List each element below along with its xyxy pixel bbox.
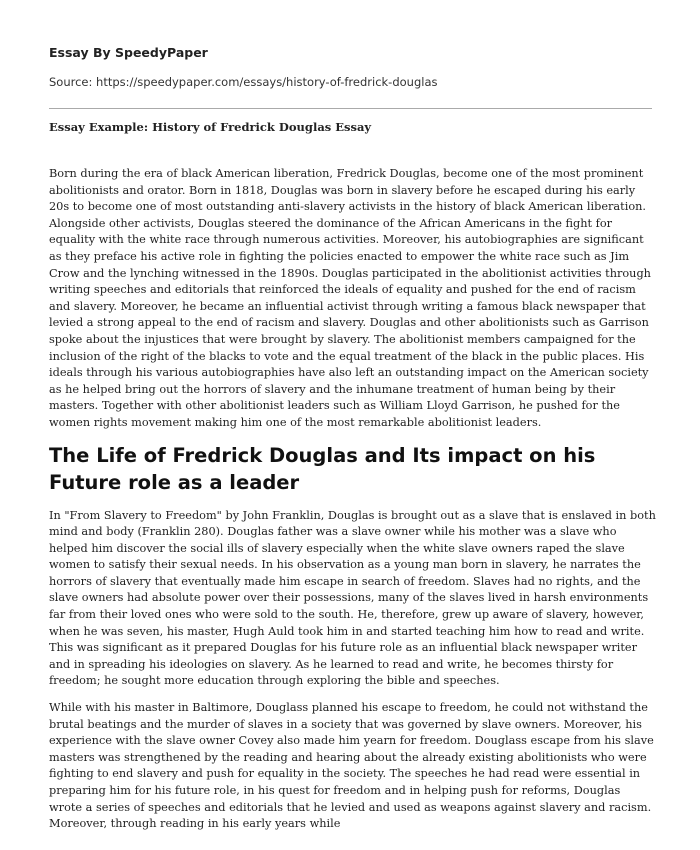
document-header-title: Essay By SpeedyPaper xyxy=(49,45,208,60)
paragraph: Born during the era of black American liberation, Fredrick Douglas, become one of the most prominent abolitionists and orator. Born in 1818, Douglas was born in slavery before he escaped during his early 20s to become one of most outstanding anti-slavery activists in the history of black American liberation. Alongside other activists, Douglas steered the dominance of the African Americans in the fight for equality with the white race through numerous activities. Moreover, his autobiographies are significant as they preface his active role in fighting the policies enacted to empower the white race such as Jim Crow and the lynching witnessed in the 1890s. Douglas participated in the abolitionist activities through writing speeches and editorials that reinforced the ideals of equality and pushed for the end of racism and slavery. Moreover, he became an influential activist through writing a famous black newspaper that levied a strong appeal to the end of racism and slavery. Douglas and other abolitionists such as Garrison spoke about the injustices that were brought by slavery. The abolitionist members campaigned for the inclusion of the right of the blacks to vote and the equal treatment of the black in the public places. His ideals through his various autobiographies have also left an outstanding impact on the American society as he helped bring out the horrors of slavery and the inhumane treatment of human being by their masters. Together with other abolitionist leaders such as William Lloyd Garrison, he pushed for the women rights movement making him one of the most remarkable abolitionist leaders. xyxy=(49,167,651,429)
paragraph: While with his master in Baltimore, Douglass planned his escape to freedom, he could not withstand the brutal beatings and the murder of slaves in a society that was governed by slave owners. Moreover, his experience with the slave owner Covey also made him yearn for freedom. Douglass escape from his slave masters was strengthened by the reading and hearing about the already existing abolitionists who were fighting to end slavery and push for equality in the society. The speeches he had read were essential in preparing him for his future role, in his quest for freedom and in helping push for reforms, Douglas wrote a series of speeches and editorials that he levied and used as weapons against slavery and racism. Moreover, through reading in his early years while xyxy=(49,701,654,831)
essay-body xyxy=(49,166,656,843)
section-heading: The Life of Fredrick Douglas and Its impact on his Future role as a leader xyxy=(49,443,596,494)
header-divider xyxy=(49,108,652,109)
essay-title: Essay Example: History of Fredrick Douglas Essay xyxy=(49,120,372,134)
paragraph: In "From Slavery to Freedom" by John Franklin, Douglas is brought out as a slave that is enslaved in both mind and body (Franklin 280). Douglas father was a slave owner while his mother was a slave who helped him discover the social ills of slavery especially when the white slave owners raped the slave women to satisfy their sexual needs. In his observation as a young man born in slavery, he narrates the horrors of slavery that eventually made him escape in search of freedom. Slaves had no rights, and the slave owners had absolute power over their possessions, many of the slaves lived in harsh environments far from their loved ones who were sold to the south. He, therefore, grew up aware of slavery, however, when he was seven, his master, Hugh Auld took him in and started teaching him how to read and write. This was significant as it prepared Douglas for his future role as an influential black newspaper writer and in spreading his ideologies on slavery. As he learned to read and write, he becomes thirsty for freedom; he sought more education through exploring the bible and speeches. xyxy=(49,508,656,688)
document-source: Source: https://speedypaper.com/essays/history-of-fredrick-douglas xyxy=(49,75,438,89)
